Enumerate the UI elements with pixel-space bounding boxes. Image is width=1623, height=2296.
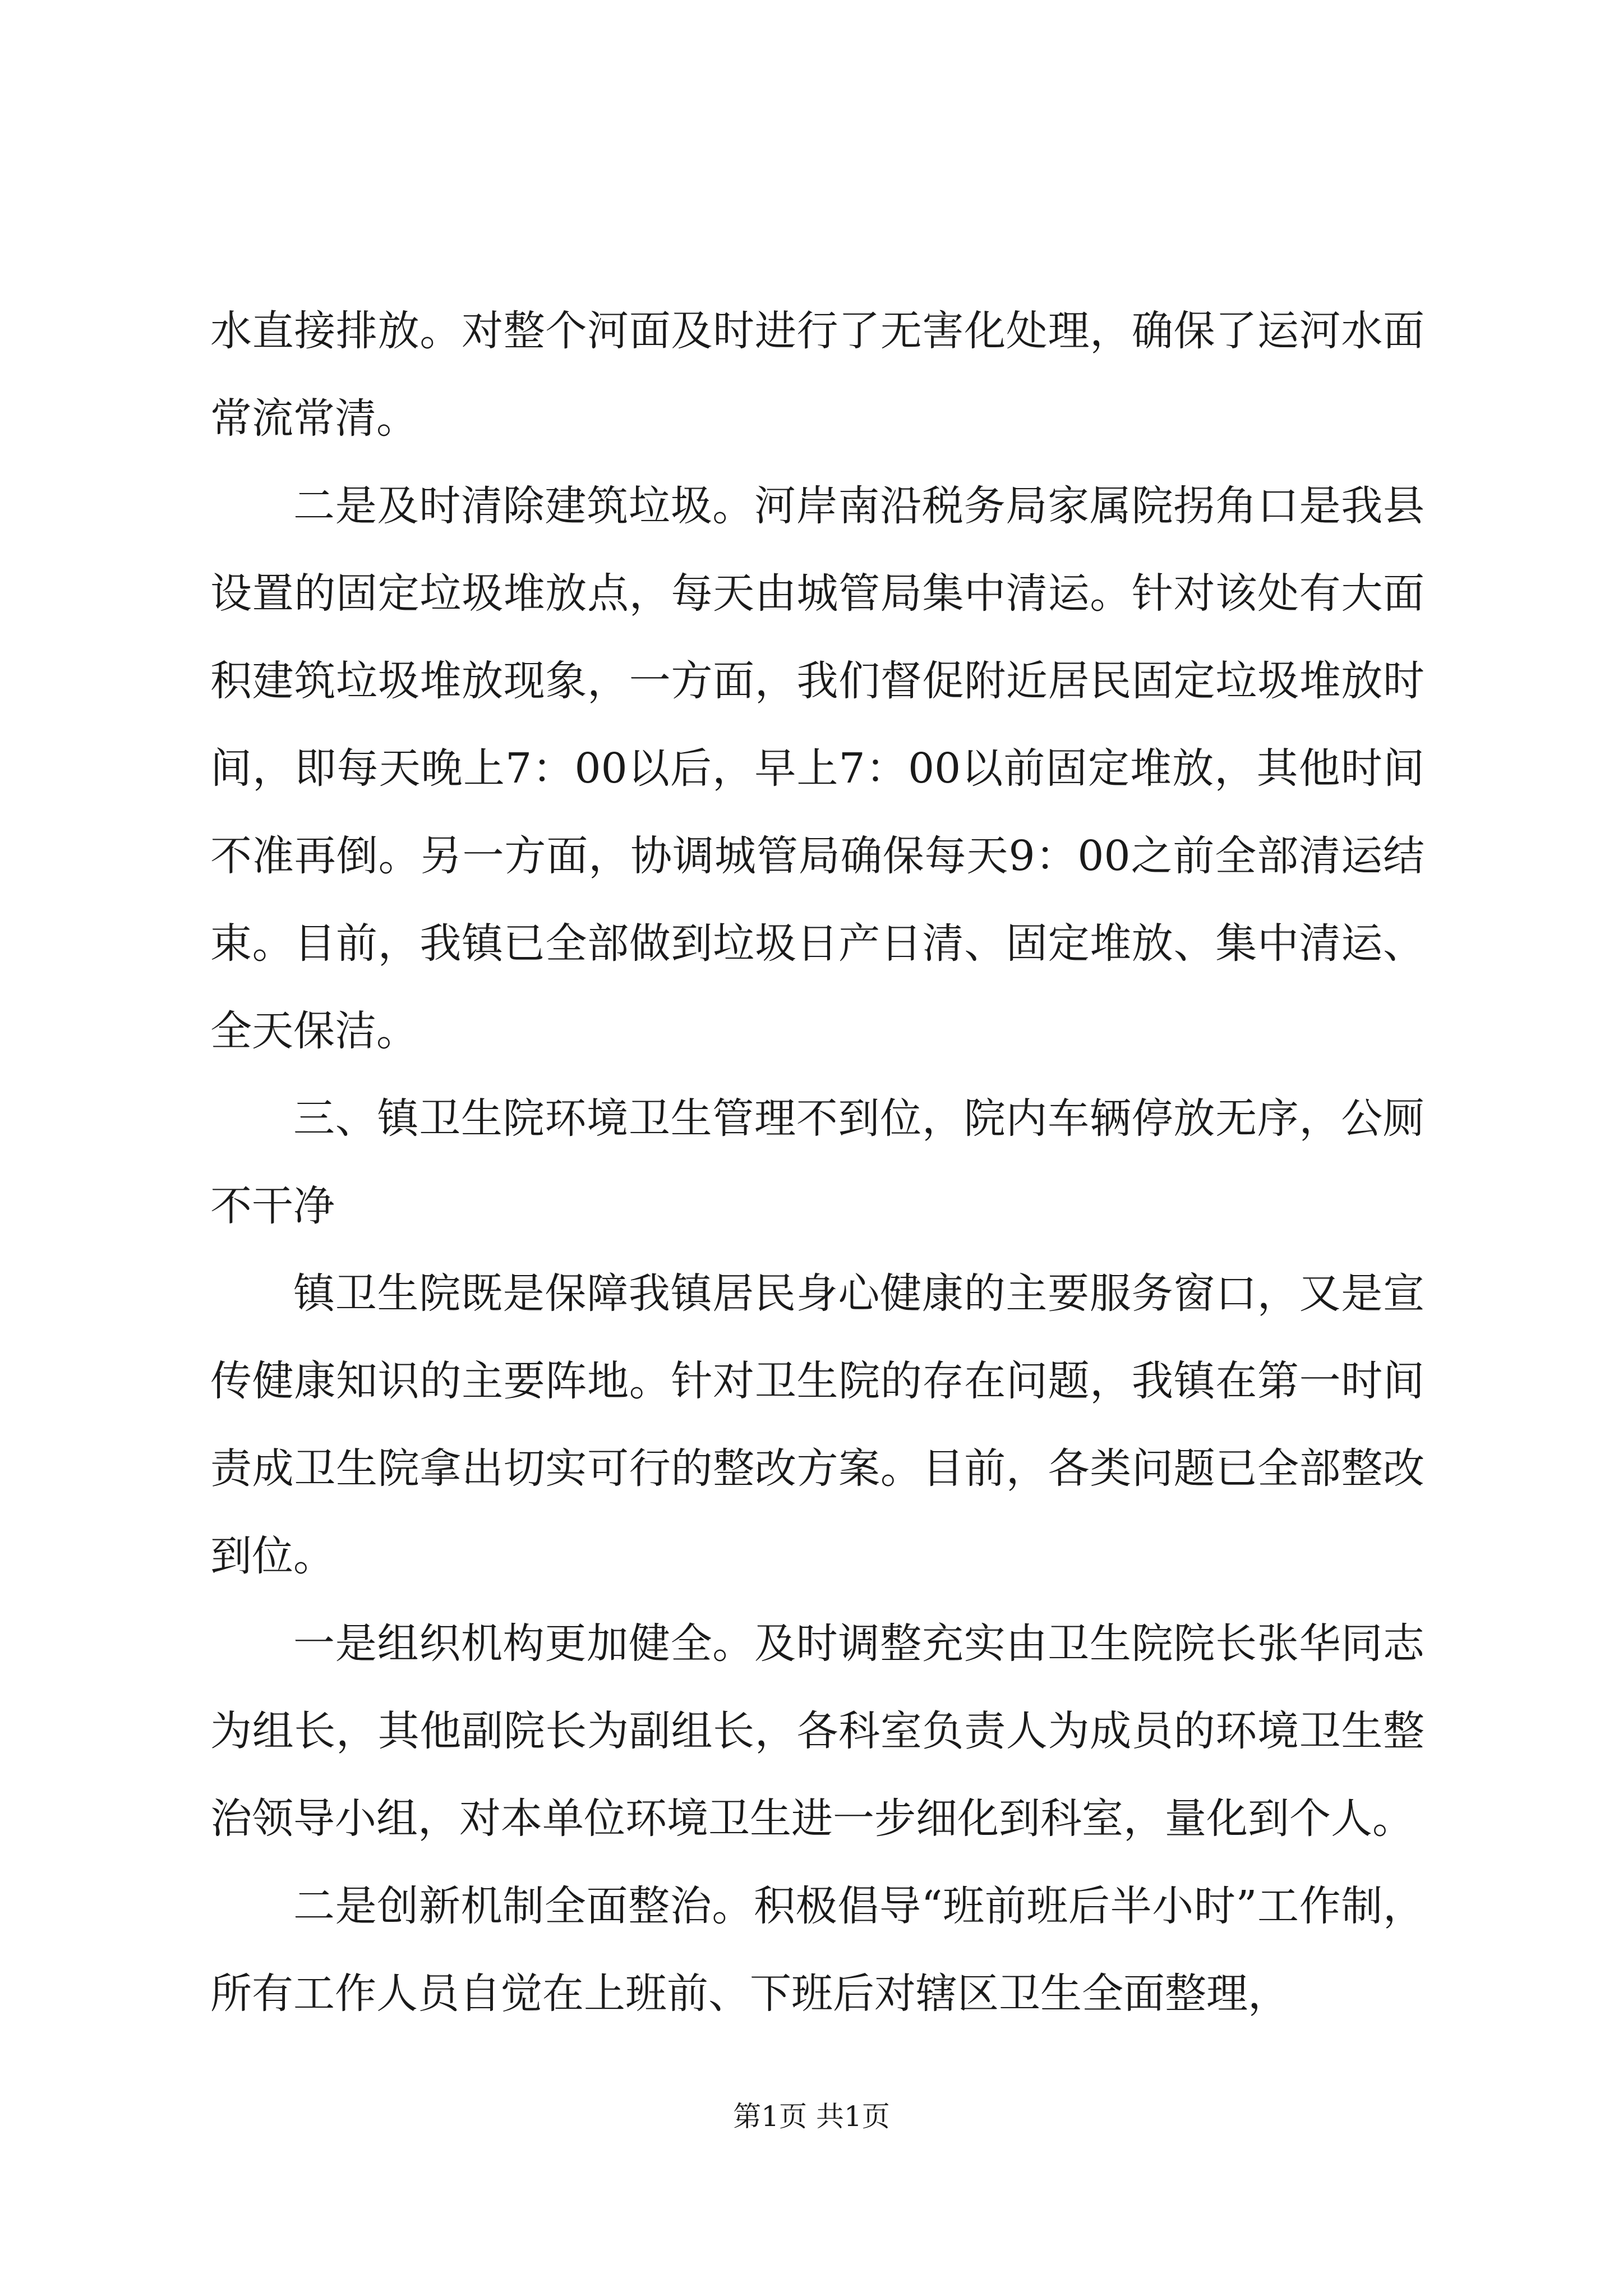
section-heading-3: 三、镇卫生院环境卫生管理不到位，院内车辆停放无序，公厕不干净 (210, 1094, 1424, 1230)
page-footer: 第1页 共1页 (733, 2100, 890, 2133)
paragraph-5: 一是组织机构更加健全。及时调整充实由卫生院院长张华同志为组长，其他副院长为副组长，各科室负责人为成员的环境卫生整治领导小组，对本单位环境卫生进一步细化到科室，量化到个人。 (210, 1619, 1424, 1843)
paragraph-2: 二是及时清除建筑垃圾。河岸南沿税务局家属院拐角口是我县设置的固定垃圾堆放点，每天由城管局集中清运。针对该处有大面积建筑垃圾堆放现象，一方面，我们督促附近居民固定垃圾堆放时间，即每天晚上7：00以后，早上7：00以前固定堆放，其他时间不准再倒。另一方面，协调城管局确保每天9：00之前全部清运结束。目前，我镇已全部做到垃圾日产日清、固定堆放、集中清运、全天保洁。 (210, 482, 1424, 1055)
paragraph-6: 二是创新机制全面整治。积极倡导“班前班后半小时”工作制，所有工作人员自觉在上班前、下班后对辖区卫生全面整理， (210, 1882, 1424, 2018)
paragraph-1: 水直接排放。对整个河面及时进行了无害化处理，确保了运河水面常流常清。 (210, 307, 1424, 443)
paragraph-4: 镇卫生院既是保障我镇居民身心健康的主要服务窗口，又是宣传健康知识的主要阵地。针对卫生院的存在问题，我镇在第一时间责成卫生院拿出切实可行的整改方案。目前，各类问题已全部整改到位。 (210, 1269, 1424, 1580)
document-body (210, 287, 1424, 2037)
